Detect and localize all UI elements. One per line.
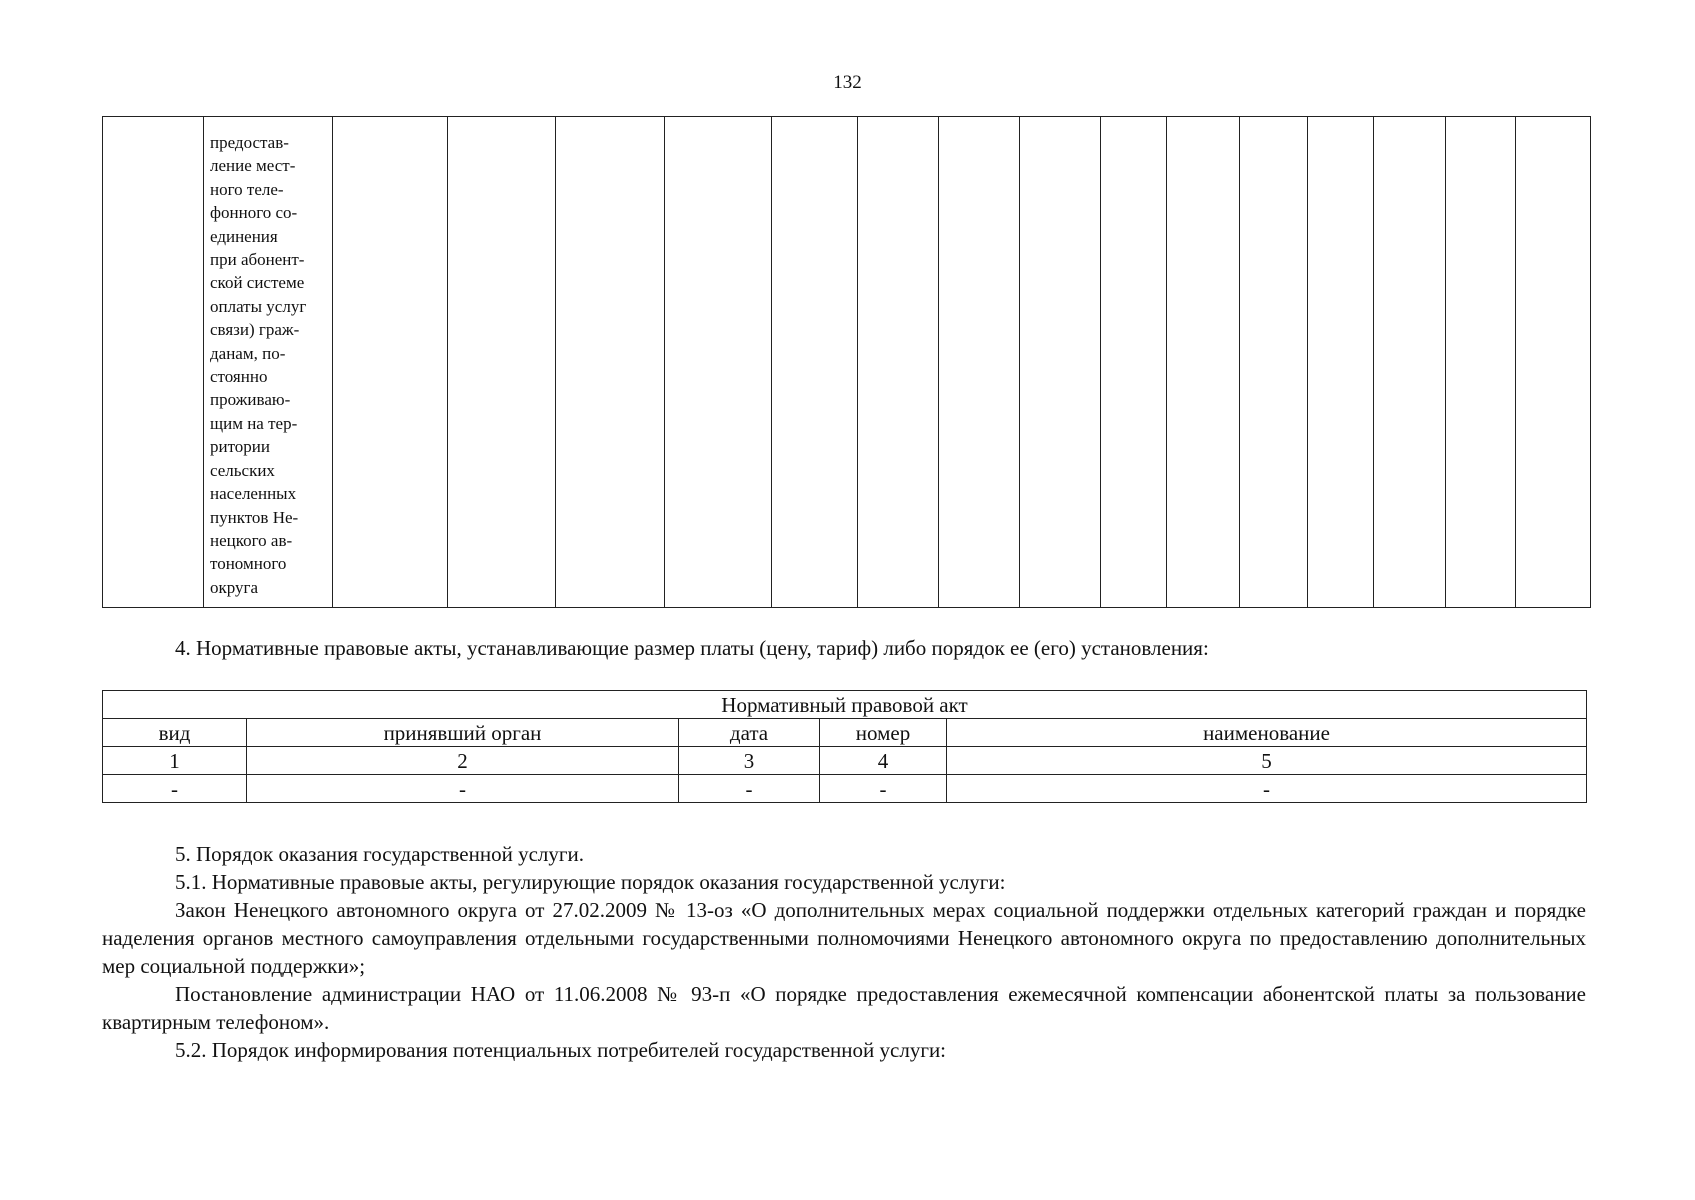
description-line: фонного со- — [210, 203, 298, 223]
table-cell — [103, 117, 204, 608]
table-title: Нормативный правовой акт — [103, 691, 1587, 719]
description-line: единения — [210, 226, 278, 246]
table-header-row — [103, 719, 1587, 747]
description-line: округа — [210, 577, 259, 597]
table-cell — [1374, 117, 1446, 608]
description-line: пунктов Не- — [210, 507, 299, 527]
column-header: дата — [679, 719, 820, 747]
description-line: оплаты услуг — [210, 296, 307, 316]
paragraph: 5.1. Нормативные правовые акты, регулирующие порядок оказания государственной услуги: — [175, 870, 1006, 894]
description-line: ного теле- — [210, 179, 284, 199]
table-cell — [1101, 117, 1167, 608]
table-cell — [333, 117, 448, 608]
description-line: ской системе — [210, 273, 305, 293]
table-cell: - — [247, 775, 679, 803]
table-cell — [1308, 117, 1374, 608]
description-line: населенных — [210, 484, 297, 504]
column-number: 4 — [820, 747, 947, 775]
table-cell: - — [679, 775, 820, 803]
description-line: стоянно — [210, 367, 268, 387]
description-line: связи) граж- — [210, 320, 300, 340]
page-number: 132 — [833, 72, 862, 93]
column-number: 2 — [247, 747, 679, 775]
service-table — [102, 116, 1591, 608]
table-row — [103, 775, 1587, 803]
paragraph: Закон Ненецкого автономного округа от 27.02.2009 № 13-оз «О дополнительных мерах социальной поддержки отдельных категорий граждан и порядке наделения органов местного самоуправления отдельными государственными полномочиями Ненецкого автономного округа по предоставлению дополнительных мер социальной поддержки»; — [102, 898, 1586, 978]
table-cell: - — [947, 775, 1587, 803]
description-line: данам, по- — [210, 343, 286, 363]
paragraph: 5. Порядок оказания государственной услуги. — [175, 842, 584, 866]
table-cell — [1446, 117, 1516, 608]
section-5-text — [102, 840, 1586, 1064]
description-line: нецкого ав- — [210, 530, 293, 550]
paragraph: 5.2. Порядок информирования потенциальных потребителей государственной услуги: — [175, 1038, 947, 1062]
description-line: предостав- — [210, 133, 289, 152]
description-line: сельских — [210, 460, 275, 480]
description-line: проживаю- — [210, 390, 291, 410]
table-cell: - — [103, 775, 247, 803]
table-cell — [858, 117, 939, 608]
table-cell: - — [820, 775, 947, 803]
table-cell — [1167, 117, 1240, 608]
column-header: наименование — [947, 719, 1587, 747]
paragraph: Постановление администрации НАО от 11.06.2008 № 93-п «О порядке предоставления ежемесячной компенсации абонентской платы за пользование квартирным телефоном». — [102, 982, 1586, 1034]
table-cell — [1020, 117, 1101, 608]
description-line: при абонент- — [210, 250, 305, 270]
table-cell — [1516, 117, 1591, 608]
column-header: принявший орган — [247, 719, 679, 747]
table-cell — [772, 117, 858, 608]
description-line: тономного — [210, 554, 287, 574]
table-cell — [448, 117, 556, 608]
table-cell — [556, 117, 665, 608]
table-cell — [665, 117, 772, 608]
service-description-cell — [204, 117, 333, 608]
section-4-intro: 4. Нормативные правовые акты, устанавливающие размер платы (цену, тариф) либо порядок ее (его) установления: — [175, 636, 1209, 660]
column-number: 3 — [679, 747, 820, 775]
table-cell — [939, 117, 1020, 608]
table-row — [103, 747, 1587, 775]
column-number: 5 — [947, 747, 1587, 775]
column-header: номер — [820, 719, 947, 747]
column-header: вид — [103, 719, 247, 747]
legal-acts-table — [102, 690, 1587, 803]
column-number: 1 — [103, 747, 247, 775]
description-line: ритории — [210, 437, 270, 457]
description-line: щим на тер- — [210, 413, 298, 433]
table-cell — [1240, 117, 1308, 608]
description-line: ление мест- — [210, 156, 296, 176]
